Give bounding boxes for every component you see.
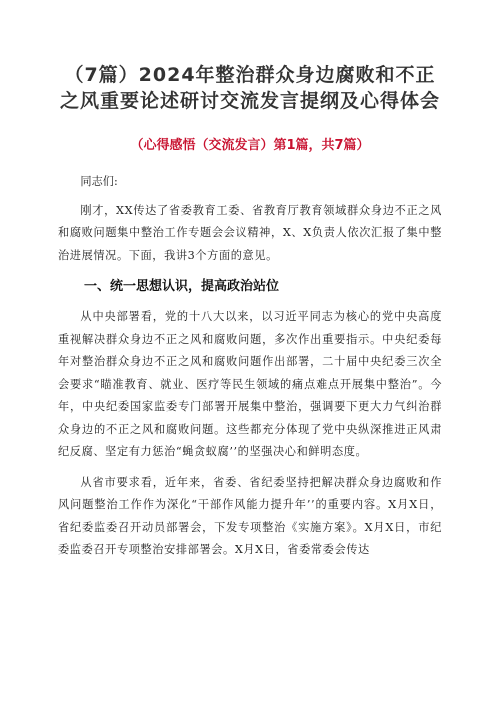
intro-paragraph: 刚才，XX传达了省委教育工委、省教育厅教育领域群众身边不正之风和腐败问题集中整治工作专题会会议精神，X、X负责人依次汇报了集中整治进展情况。下面，我讲3个方面的意见。 <box>58 203 442 262</box>
section1-paragraph-2: 从省市要求看，近年来，省委、省纪委坚持把解决群众身边腐败和作风问题整治工作作为深化“干部作风能力提升年’’的重要内容。X月X日，省纪委监委召开动员部署会，下发专项整治《实施方案》。X月X日，市纪委监委召开专项整治安排部署会。X月X日，省委常委会传达 <box>58 475 442 556</box>
section1-paragraph-1: 从中央部署看，党的十八大以来，以习近平同志为核心的党中央高度重视解决群众身边不正之风和腐败问题，多次作出重要指示。中央纪委每年对整治群众身边不正之风和腐败问题作出部署，二十届中央纪委三次全会要求“瞄准教育、就业、医疗等民生领域的痛点难点开展集中整治”。今年，中央纪委国家监委专门部署开展集中整治，强调要下更大力气纠治群众身边的不正之风和腐败问题。这些都充分体现了党中央纵深推进正风肃纪反腐、坚定有力惩治“蝇贪蚁腐’’的坚强决心和鲜明态度。 <box>58 310 442 458</box>
salutation: 同志们: <box>80 175 118 188</box>
section-heading-1: 一、统一思想认识，提高政治站位 <box>84 279 280 294</box>
document-title: （7篇）2024年整治群众身边腐败和不正之风重要论述研讨交流发言提纲及心得体会 <box>59 64 440 112</box>
document-subtitle: （心得感悟（交流发言）第1篇，共7篇） <box>130 138 370 153</box>
